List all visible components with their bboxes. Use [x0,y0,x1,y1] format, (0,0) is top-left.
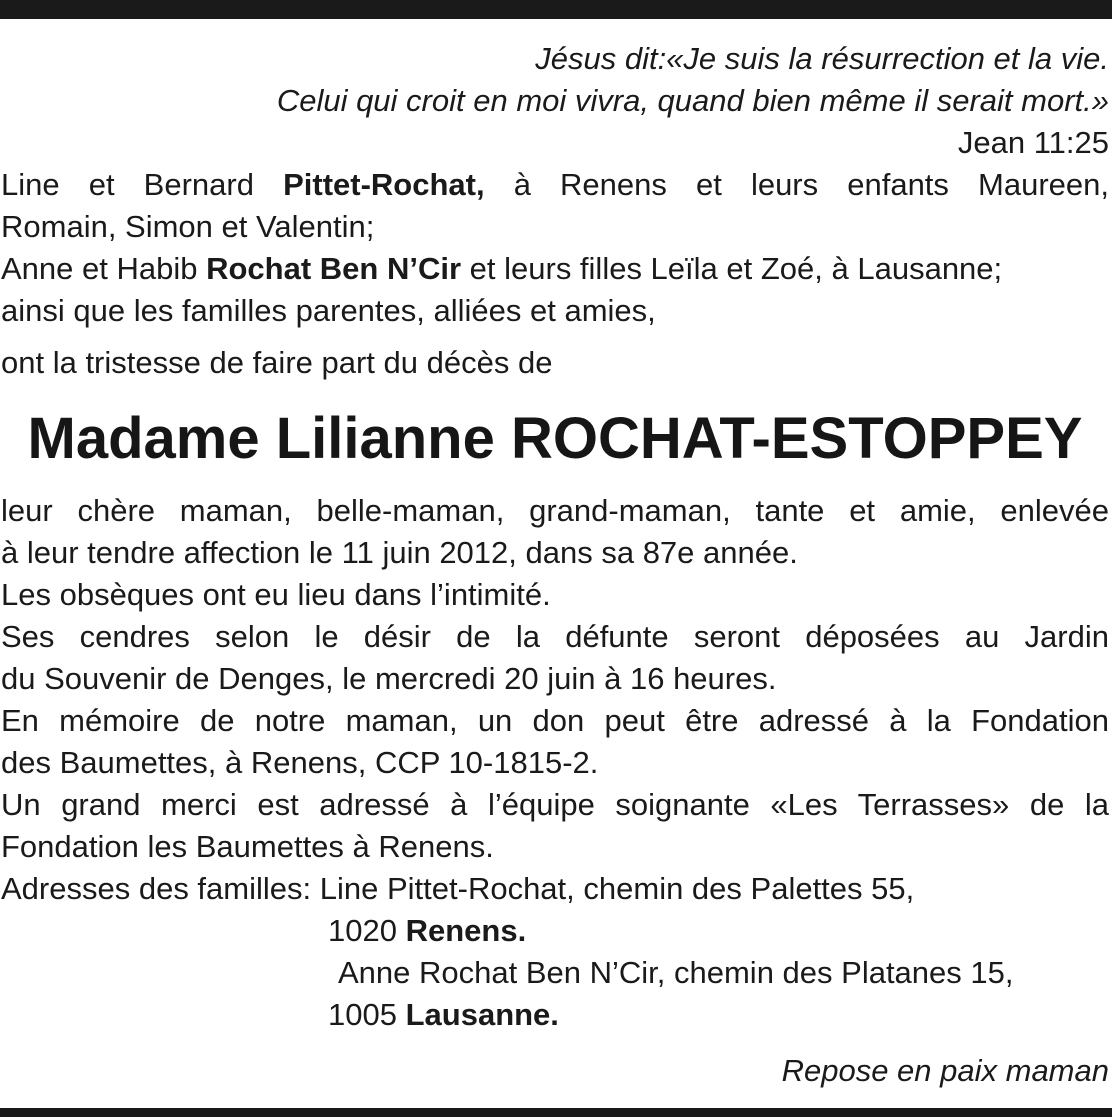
obituary-notice [1,38,1109,1092]
bible-verse [1,38,1109,122]
address-2-line-2 [1,994,1109,1036]
body-p5-line-2: Fondation les Baumettes à Renens. [1,829,494,864]
family-2-post: et leurs filles Leïla et Zoé, à Lausanne; [469,251,1003,286]
address-1-street: Line Pittet-Rochat, chemin des Palettes 55, [319,871,915,906]
body-p5-line-1: Un grand merci est adressé à l’équipe soignante «Les Terrasses» de la [1,787,1109,822]
announcement: ont la tristesse de faire part du décès de [1,345,553,380]
family-1-name: Pittet-Rochat, [283,167,485,202]
family-1-line-2: Romain, Simon et Valentin; [1,209,375,244]
deceased-name: Madame Lilianne ROCHAT-ESTOPPEY [27,406,1083,471]
body-p1-line-1: leur chère maman, belle-maman, grand-maman, tante et amie, enlevée [1,493,1109,528]
addresses-label: Adresses des familles: [1,871,312,906]
body-p2: Les obsèques ont eu lieu dans l’intimité. [1,577,551,612]
family-1-post: à Renens et leurs enfants Maureen, [513,167,1109,202]
bottom-rule [0,1108,1112,1117]
family-1-line-1 [1,164,1109,206]
address-1-city: Renens. [405,913,527,948]
top-rule [0,0,1112,19]
body-p4-line-1: En mémoire de notre maman, un don peut être adressé à la Fondation [1,703,1109,738]
family-1-pre: Line et Bernard [1,167,254,202]
body-p4-line-2: des Baumettes, à Renens, CCP 10-1815-2. [1,745,599,780]
family-1 [1,164,1109,248]
notice-body [1,490,1109,868]
address-1-line-2 [1,910,1109,952]
family-addresses [1,868,1109,1036]
address-1-line-1 [1,868,1109,910]
address-2-city: Lausanne. [405,997,559,1032]
address-1-zip: 1020 [328,913,397,948]
address-2-zip: 1005 [328,997,397,1032]
family-2-pre: Anne et Habib [1,251,198,286]
verse-reference: Jean 11:25 [957,125,1109,160]
family-2-name: Rochat Ben N’Cir [206,251,462,286]
relatives: ainsi que les familles parentes, alliées et amies, [1,293,656,328]
family-2 [1,248,1109,290]
closing-line: Repose en paix maman [781,1053,1109,1088]
verse-line-1: Jésus dit:«Je suis la résurrection et la vie. [535,41,1109,76]
verse-line-2: Celui qui croit en moi vivra, quand bien même il serait mort.» [276,83,1109,118]
body-p3-line-2: du Souvenir de Denges, le mercredi 20 juin à 16 heures. [1,661,777,696]
body-p1-line-2: à leur tendre affection le 11 juin 2012, dans sa 87e année. [1,535,798,570]
address-2-street: Anne Rochat Ben N’Cir, chemin des Platanes 15, [338,955,1014,990]
body-p3-line-1: Ses cendres selon le désir de la défunte seront déposées au Jardin [1,619,1109,654]
